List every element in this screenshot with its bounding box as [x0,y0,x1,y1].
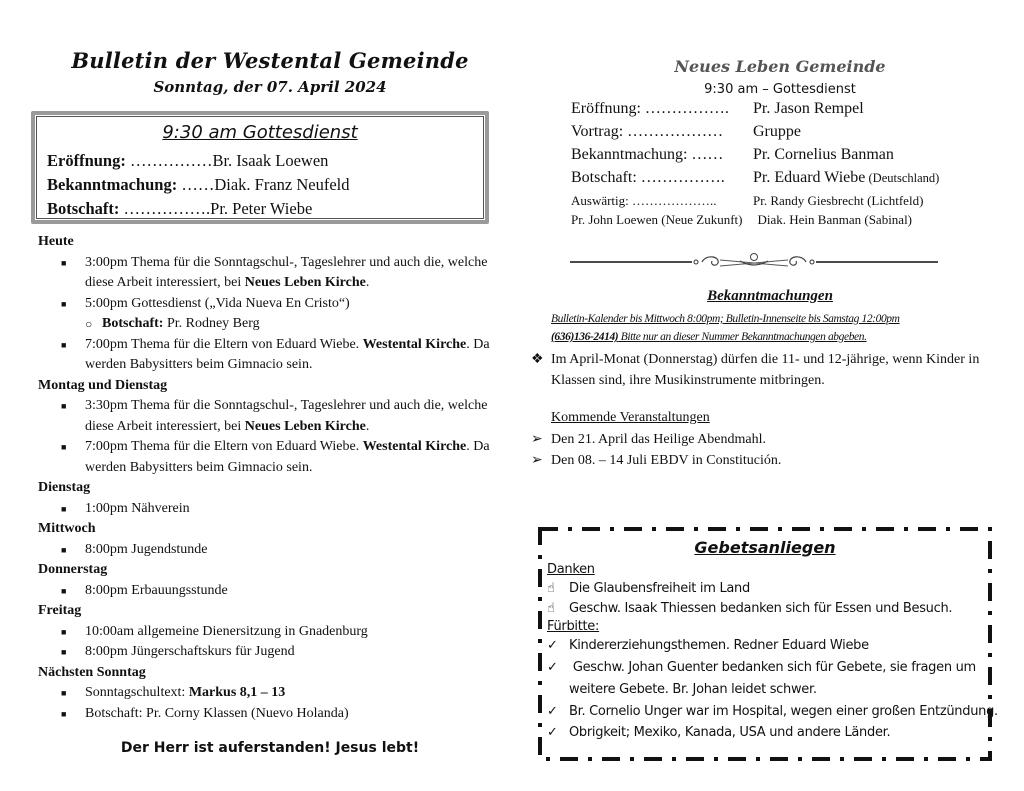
schedule-item [38,335,498,376]
item-text: 8:00pm Jüngerschaftskurs für Jugend [85,644,295,659]
row-name: Pr. Jason Rempel [753,100,864,117]
item-text: . [365,418,370,434]
schedule-item [38,622,498,643]
row-name: Pr. Eduard Wiebe [753,169,866,186]
thanks-heading: Danken [547,562,595,577]
square-bullet-icon: ■ [61,503,67,514]
arrow-bullet-icon: ➢ [531,432,543,447]
item-text: 3:30pm Thema für die Sonntagschul-, Tageslehrer und auch die, welche diese Arbeit interessiert, bei [85,398,488,434]
schedule-item [38,294,498,315]
item-text: Sonntagschultext: [85,685,189,700]
day-heading: Dienstag [38,480,91,495]
intercession-text: Obrigkeit; Mexiko, Kanada, USA und andere Länder. [569,725,891,740]
thanks-item [547,581,750,596]
phone-note [551,331,991,343]
item-bold: Neues Leben Kirche [244,275,366,290]
item-bold: Botschaft: [102,316,164,331]
item-text: 3:00pm Thema für die Sonntagschul-, Tageslehrer und auch die, welche diese Arbeit interessiert, bei [85,254,488,290]
intercession-continuation: weitere Gebete. Br. Johan leidet schwer. [569,682,817,697]
row-label: Vortrag: ……………… [571,123,724,140]
row-label: Botschaft: ……………. [571,169,725,186]
schedule-item [38,437,498,478]
intercession-text: Geschw. Johan Guenter bedanken sich für Gebete, sie fragen um [569,660,976,675]
row-label: Botschaft: [47,199,120,218]
schedule-item [38,642,498,663]
item-text: 8:00pm Jugendstunde [85,541,208,557]
extra-name: Pr. John Loewen (Neue Zukunft) [571,212,743,227]
schedule-item [38,499,498,520]
square-bullet-icon: ■ [61,647,67,657]
day-heading: Freitag [38,603,82,618]
nl-row-lecture [571,123,801,141]
item-text: . Da werden Babysitters beim Gimnacio sein. [85,439,490,475]
deadline-note: Bulletin-Kalender bis Mittwoch 8:00pm; Bulletin-Innenseite bis Samstag 12:00pm [551,313,900,325]
ornament-divider-icon [570,251,938,271]
item-text: 7:00pm Thema für die Eltern von Eduard Wiebe. [85,439,363,454]
intercession-heading: Fürbitte: [547,619,600,634]
prayer-box [537,526,998,762]
row-name: Pr. Randy Giesbrecht (Lichtfeld) [753,193,924,208]
event-item [531,450,991,471]
row-name: Pr. Peter Wiebe [210,199,313,218]
service-row-message [47,199,312,219]
weekly-schedule [38,232,498,724]
checkmark-icon: ✓ [547,660,558,675]
checkmark-icon: ✓ [547,725,558,740]
row-label: Auswärtig: ……………….. [571,193,717,208]
schedule-item [38,540,498,561]
checkmark-icon: ✓ [547,638,558,653]
nl-row-external [571,193,923,209]
ornament-divider [570,251,938,271]
arrow-bullet-icon: ➢ [531,453,543,468]
row-name: Gruppe [753,123,801,140]
item-text: . [365,275,370,290]
neues-leben-title: Neues Leben Gemeinde [674,57,886,76]
nl-row-message [571,169,939,187]
service-row-opening [47,151,328,171]
item-text: Pr. Rodney Berg [163,316,260,331]
item-bold: Neues Leben Kirche [244,418,366,434]
item-text: 7:00pm Thema für die Eltern von Eduard Wiebe. [85,336,363,352]
circle-bullet-icon: ○ [85,317,93,331]
intercession-text: Br. Cornelio Unger war im Hospital, wegen einer großen Entzündung. [569,704,998,719]
row-dots: ……………. [119,199,211,218]
praying-hands-icon: ☝ [547,601,555,616]
square-bullet-icon: ■ [61,688,67,698]
service-title: 9:30 am Gottesdienst [162,122,358,143]
item-bold: Westental Kirche [362,336,467,352]
bulletin-date: Sonntag, der 07. April 2024 [153,78,387,96]
schedule-item [38,253,498,294]
extra-name: Diak. Hein Banman (Sabinal) [757,212,913,227]
bulletin-title: Bulletin der Westental Gemeinde [71,48,469,73]
square-bullet-icon: ■ [61,585,67,596]
announcement-text: Im April-Monat (Donnerstag) dürfen die 11- und 12-jährige, wenn Kinder in Klassen sind, ihre Musikinstrumente mitbringen. [551,352,980,388]
nl-row-announcement [571,146,894,164]
row-label: Eröffnung: ……………. [571,100,729,117]
row-name: Pr. Cornelius Banman [753,146,894,163]
schedule-item [38,704,498,725]
service-box [31,111,489,224]
square-bullet-icon: ■ [61,298,67,309]
event-text: Den 21. April das Heilige Abendmahl. [551,432,767,447]
phone-number: (636)136-2414) [551,331,619,343]
row-note: (Deutschland) [865,171,940,185]
item-bold: Markus 8,1 – 13 [188,685,286,700]
closing-message: Der Herr ist auferstanden! Jesus lebt! [120,740,420,756]
item-text: Botschaft: Pr. Corny Klassen (Nuevo Holanda) [85,705,349,721]
square-bullet-icon: ■ [61,339,67,350]
item-text: 10:00am allgemeine Dienersitzung in Gnadenburg [85,623,368,639]
diamond-bullet-icon: ❖ [531,352,544,367]
day-heading: Nächsten Sonntag [38,664,146,680]
intercession-text: Kindererziehungsthemen. Redner Eduard Wiebe [569,638,869,653]
square-bullet-icon: ■ [61,544,67,555]
intercession-item [547,704,998,719]
checkmark-icon: ✓ [547,704,558,719]
square-bullet-icon: ■ [61,257,67,268]
event-item [531,429,991,450]
schedule-item [38,581,498,602]
event-text: Den 08. – 14 Juli EBDV in Constitución. [551,453,782,468]
row-name: Diak. Franz Neufeld [214,175,350,194]
announcements-title: Bekanntmachungen [707,288,833,304]
row-name: Br. Isaak Loewen [212,151,329,170]
item-text: 8:00pm Erbauungsstunde [85,582,228,598]
day-heading: Mittwoch [38,521,96,536]
intercession-item [547,638,869,653]
thanks-item [547,601,952,616]
square-bullet-icon: ■ [61,708,67,719]
row-label: Eröffnung: [47,151,126,170]
intercession-item [547,725,890,740]
square-bullet-icon: ■ [61,442,67,452]
row-label: Bekanntmachung: [47,175,178,194]
item-text: 1:00pm Nähverein [85,500,190,516]
schedule-item [38,396,498,437]
day-heading: Montag und Dienstag [38,377,168,393]
square-bullet-icon: ■ [61,401,67,411]
row-label: Bekanntmachung: …… [571,146,724,163]
events-heading: Kommende Veranstaltungen [551,410,710,425]
item-bold: Westental Kirche [362,439,467,454]
row-dots: …………… [125,151,213,170]
item-text: . Da werden Babysitters beim Gimnacio sein. [85,336,490,372]
day-heading: Donnerstag [38,562,108,577]
item-text: 5:00pm Gottesdienst („Vida Nueva En Cristo“) [85,295,350,311]
announcement-item [531,349,991,391]
square-bullet-icon: ■ [61,626,67,637]
prayer-title: Gebetsanliegen [694,538,836,557]
service-row-announcement [47,175,350,195]
nl-row-opening [571,100,864,118]
praying-hands-icon: ☝ [547,581,555,596]
neues-leben-subtitle: 9:30 am – Gottesdienst [704,82,856,97]
nl-row-extra [571,212,912,228]
schedule-subitem [38,314,498,335]
phone-note-text: Bitte nur an dieser Nummer Bekanntmachungen abgeben. [618,331,867,343]
thanks-text: Geschw. Isaak Thiessen bedanken sich für Essen und Besuch. [569,601,953,616]
thanks-text: Die Glaubensfreiheit im Land [569,581,750,596]
schedule-item [38,683,498,704]
intercession-item [547,660,976,675]
row-dots: …… [177,175,215,194]
day-heading: Heute [38,234,74,249]
